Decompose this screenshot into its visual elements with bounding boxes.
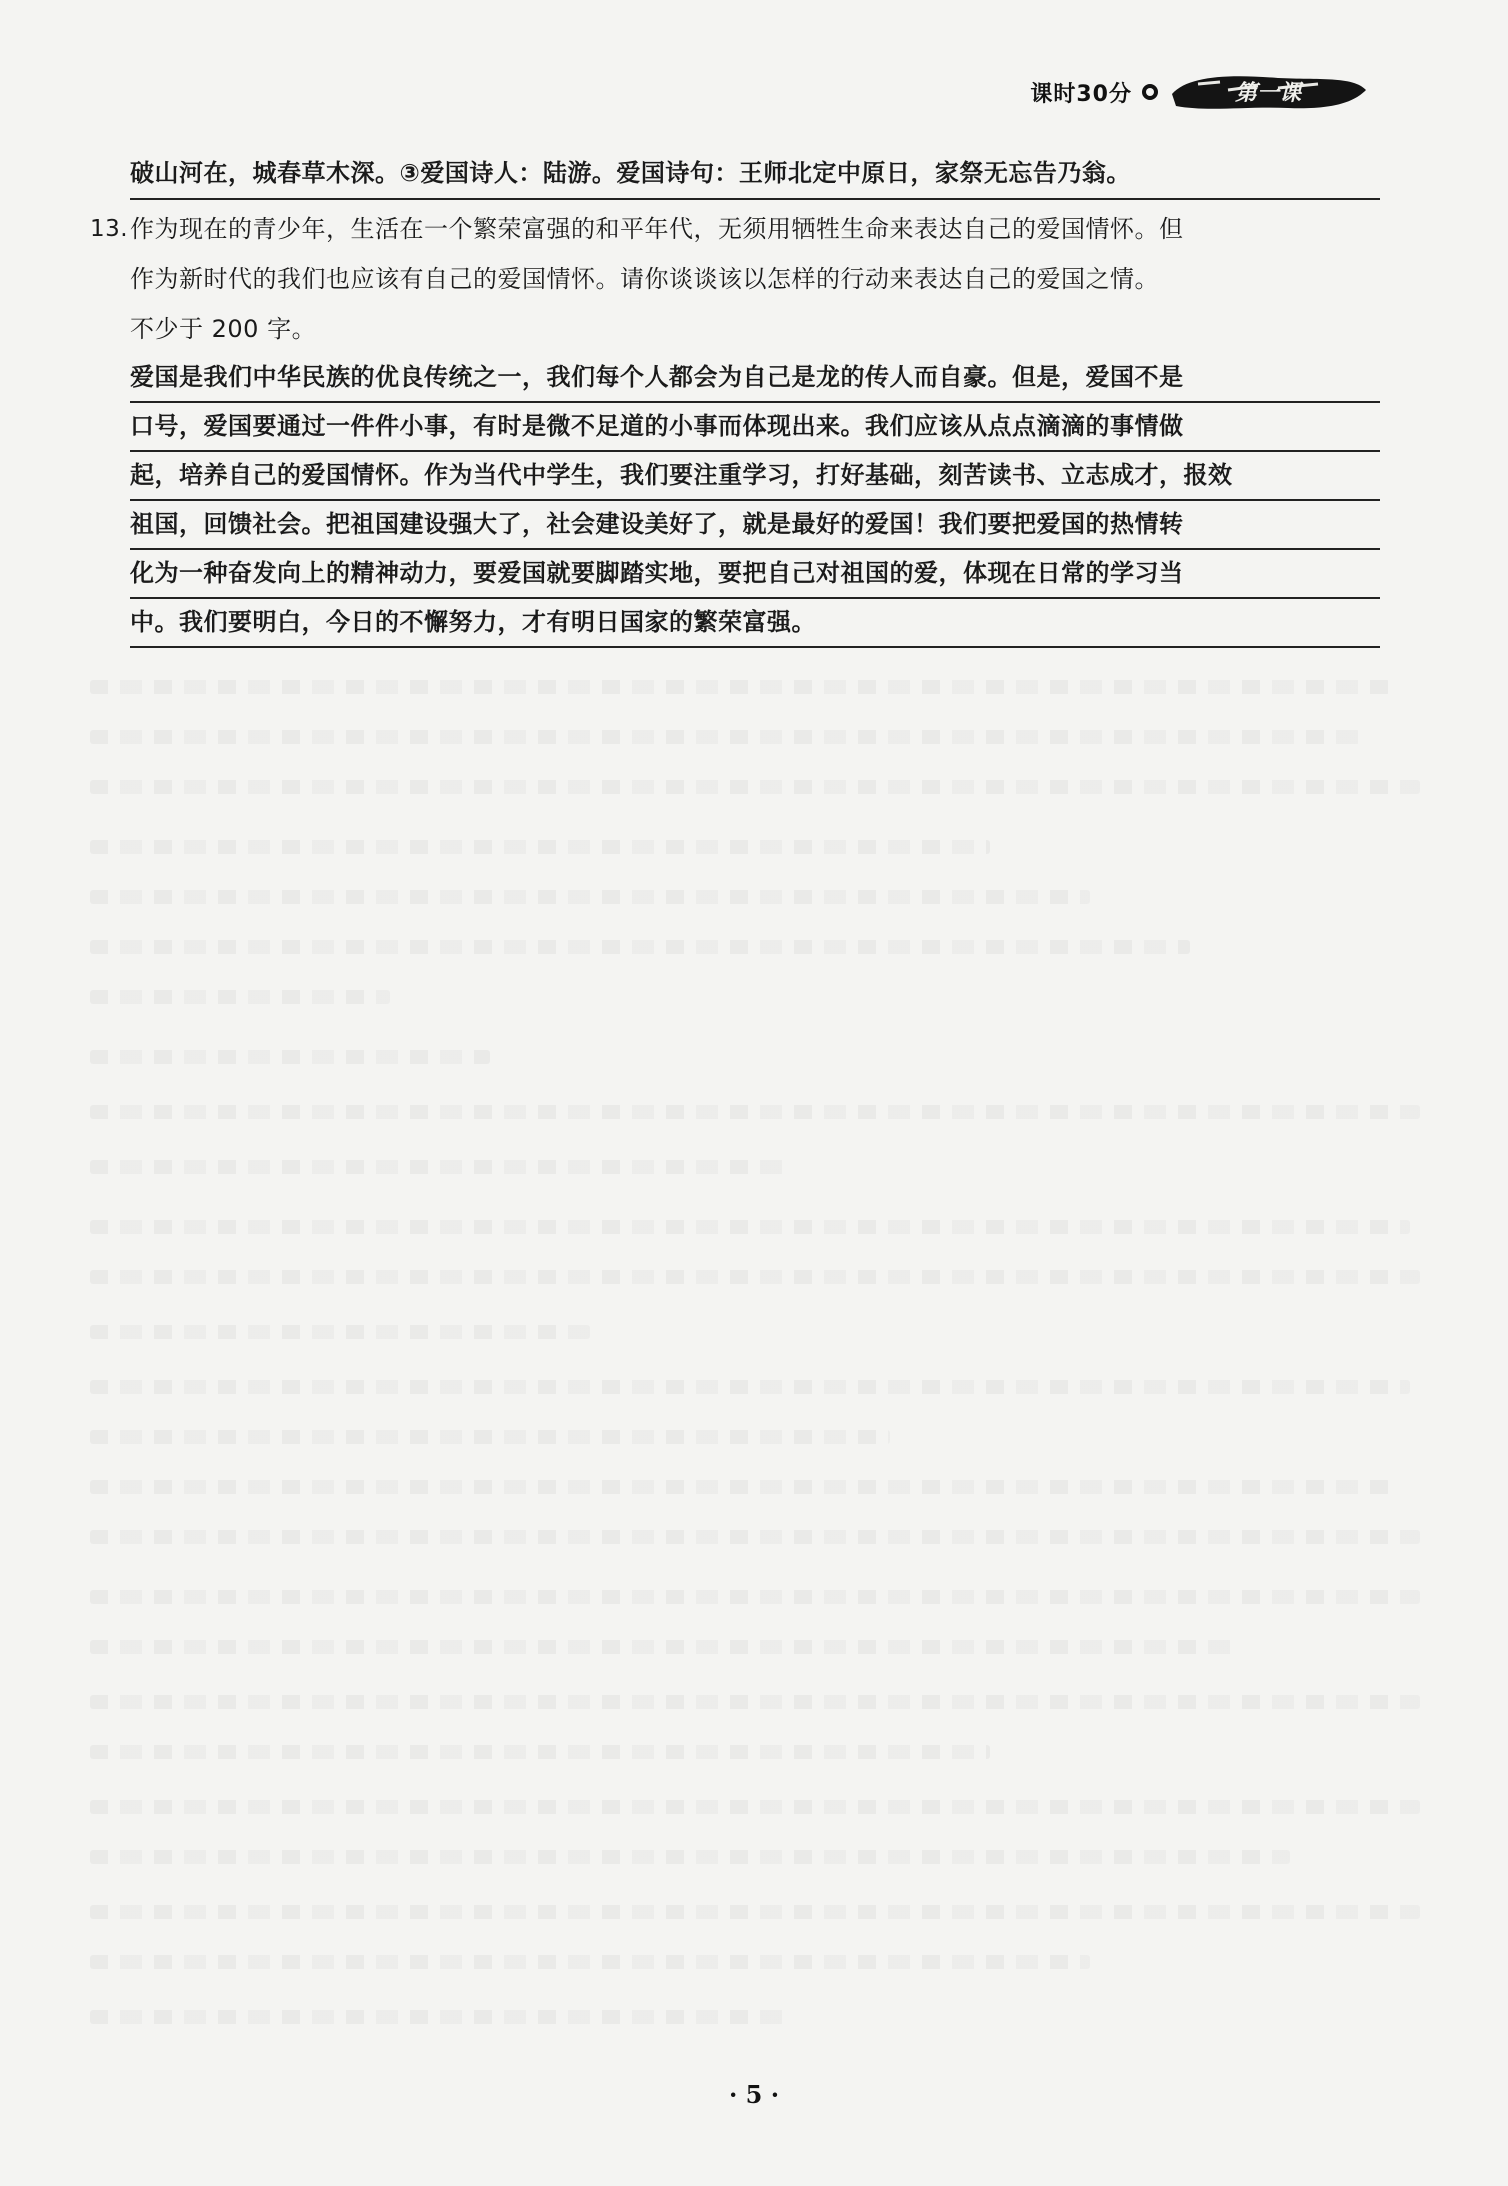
page-content [90, 148, 1380, 648]
page-header [1030, 70, 1368, 114]
bleed-through-texture [90, 660, 1420, 2060]
question-line: 作为新时代的我们也应该有自己的爱国情怀。请你谈谈该以怎样的行动来表达自己的爱国之情。 [130, 265, 1159, 293]
brush-logo [1168, 70, 1368, 114]
brand-text: 第一课 [1234, 80, 1302, 106]
answer-line: 祖国，回馈社会。把祖国建设强大了，社会建设美好了，就是最好的爱国！我们要把爱国的热情转 [130, 501, 1380, 550]
header-label: 课时30分 [1030, 81, 1132, 107]
answer-line: 爱国是我们中华民族的优良传统之一，我们每个人都会为自己是龙的传人而自豪。但是，爱国不是 [130, 354, 1380, 403]
answer-line: 起，培养自己的爱国情怀。作为当代中学生，我们要注重学习，打好基础，刻苦读书、立志成才，报效 [130, 452, 1380, 501]
question-13 [90, 204, 1380, 354]
page-number: · 5 · [728, 2080, 780, 2109]
answer-line: 化为一种奋发向上的精神动力，要爱国就要脚踏实地，要把自己对祖国的爱，体现在日常的学习当 [130, 550, 1380, 599]
answer-block [130, 354, 1380, 648]
answer-line: 口号，爱国要通过一件件小事，有时是微不足道的小事而体现出来。我们应该从点点滴滴的事情做 [130, 403, 1380, 452]
question-number: 13. [90, 216, 129, 242]
prev-answer-line: 破山河在，城春草木深。③爱国诗人：陆游。爱国诗句：王师北定中原日，家祭无忘告乃翁。 [130, 148, 1380, 200]
registered-mark-icon [1142, 84, 1158, 100]
brush-stroke-icon [1168, 70, 1368, 114]
question-line: 作为现在的青少年，生活在一个繁荣富强的和平年代，无须用牺牲生命来表达自己的爱国情怀。但 [130, 215, 1184, 243]
question-line: 不少于 200 字。 [130, 315, 317, 343]
answer-line: 中。我们要明白，今日的不懈努力，才有明日国家的繁荣富强。 [130, 599, 1380, 648]
